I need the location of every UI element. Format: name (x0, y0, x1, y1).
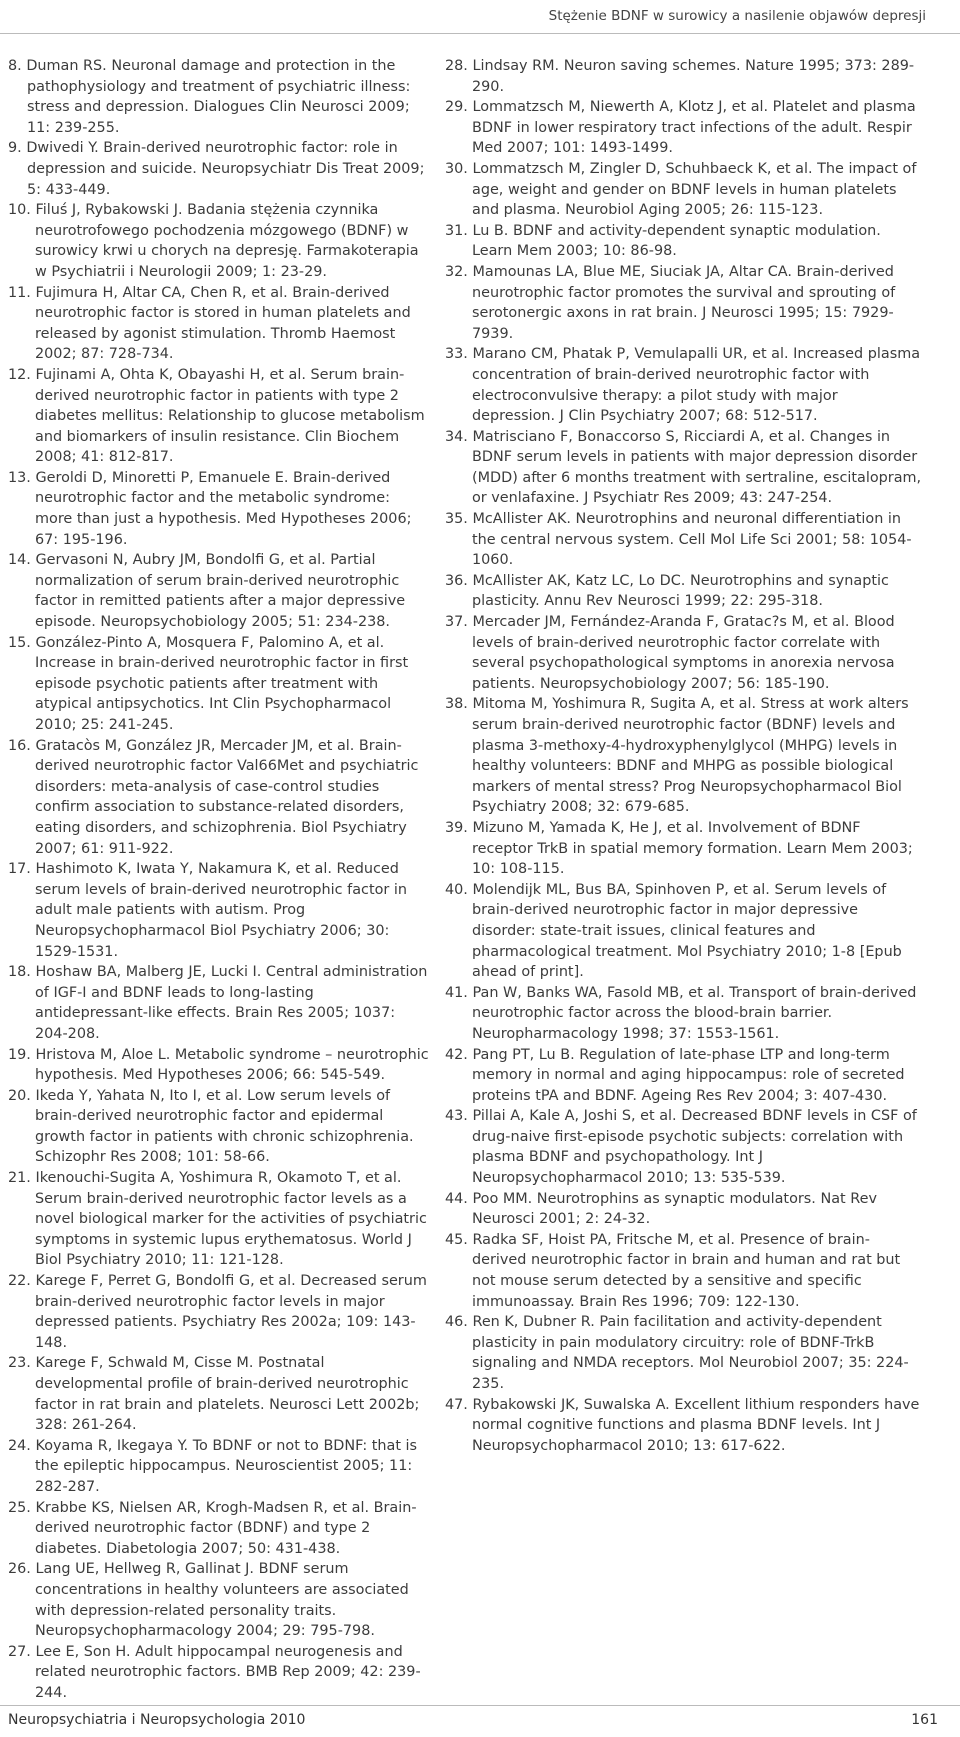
reference-text: Mizuno M, Yamada K, He J, et al. Involvement of BDNF receptor TrkB in spatial memory formation. Learn Mem 2003; 10: 108-115. (472, 819, 913, 878)
reference-text: Poo MM. Neurotrophins as synaptic modulators. Nat Rev Neurosci 2001; 2: 24-32. (472, 1190, 877, 1228)
reference-number: 17. (8, 861, 36, 878)
reference-item (8, 1168, 430, 1271)
reference-item (445, 1395, 923, 1457)
reference-item (8, 56, 430, 138)
references-right-column (445, 56, 923, 1456)
running-head: Stężenie BDNF w surowicy a nasilenie objawów depresji (548, 8, 926, 24)
reference-number: 42. (445, 1046, 473, 1063)
references-left-column (8, 56, 430, 1704)
reference-number: 29. (445, 99, 473, 116)
reference-item (8, 200, 430, 282)
journal-name: Neuropsychiatria i Neuropsychologia 2010 (8, 1712, 306, 1728)
reference-number: 20. (8, 1087, 36, 1104)
reference-number: 37. (445, 614, 473, 631)
reference-text: Ren K, Dubner R. Pain facilitation and activity-dependent plasticity in pain modulatory circuitry: role of BDNF-TrkB signaling and NMDA receptors. Mol Neurobiol 2007; 35: 224-235. (472, 1314, 909, 1392)
reference-number: 33. (445, 346, 473, 363)
reference-item (445, 56, 923, 97)
reference-item (445, 983, 923, 1045)
reference-list-right (445, 56, 923, 1456)
footer-rule (0, 1705, 960, 1706)
reference-item (8, 1045, 430, 1086)
reference-item (445, 509, 923, 571)
reference-number: 26. (8, 1561, 36, 1578)
reference-text: Fujimura H, Altar CA, Chen R, et al. Brain-derived neurotrophic factor is stored in human platelets and released by agonist stimulation. Thromb Haemost 2002; 87: 728-734. (35, 284, 411, 363)
page-number: 161 (911, 1712, 938, 1728)
reference-item (445, 344, 923, 426)
reference-number: 16. (8, 737, 36, 754)
reference-item (8, 859, 430, 962)
reference-item (445, 694, 923, 818)
reference-number: 31. (445, 222, 473, 239)
reference-list-left (8, 56, 430, 1704)
reference-text: Mercader JM, Fernández-Aranda F, Gratac?s M, et al. Blood levels of brain-derived neurotrophic factor correlate with several psychopathological symptoms in anorexia nervosa patients. Neuropsychobiology 2007; 56: 185-190. (472, 614, 895, 692)
reference-text: Lommatzsch M, Zingler D, Schuhbaeck K, et al. The impact of age, weight and gender on BDNF levels in human platelets and plasma. Neurobiol Aging 2005; 26: 115-123. (472, 160, 917, 219)
reference-number: 30. (445, 160, 473, 177)
reference-item (445, 1312, 923, 1394)
reference-number: 28. (445, 58, 473, 74)
reference-text: Dwivedi Y. Brain-derived neurotrophic factor: role in depression and suicide. Neuropsychiatr Dis Treat 2009; 5: 433-449. (26, 140, 425, 198)
reference-number: 46. (445, 1314, 473, 1331)
reference-text: Molendijk ML, Bus BA, Spinhoven P, et al. Serum levels of brain-derived neurotrophic factor in major depressive disorder: state-trait issues, clinical features and pharmacological treatment. Mol Psychiatry 2010; 1-8 [Epub ahead of print]. (472, 881, 902, 981)
reference-item (445, 97, 923, 159)
reference-number: 23. (8, 1355, 36, 1372)
reference-text: Rybakowski JK, Suwalska A. Excellent lithium responders have normal cognitive functions and plasma BDNF levels. Int J Neuropsychopharmacol 2010; 13: 617-622. (472, 1396, 920, 1454)
reference-number: 47. (445, 1396, 473, 1413)
reference-number: 15. (8, 634, 36, 651)
reference-number: 12. (8, 366, 36, 383)
reference-item (8, 633, 430, 736)
reference-text: Hoshaw BA, Malberg JE, Lucki I. Central administration of IGF-I and BDNF leads to long-lasting antidepressant-like effects. Brain Res 2005; 1037: 204-208. (35, 964, 428, 1042)
reference-number: 8. (8, 58, 27, 74)
reference-number: 27. (8, 1643, 36, 1660)
reference-number: 11. (8, 284, 36, 301)
reference-number: 10. (8, 202, 36, 219)
reference-number: 14. (8, 552, 36, 569)
reference-item (8, 1436, 430, 1498)
reference-number: 13. (8, 469, 36, 486)
reference-number: 38. (445, 696, 473, 713)
reference-text: Karege F, Schwald M, Cisse M. Postnatal developmental profile of brain-derived neurotrophic factor in rat brain and platelets. Neurosci Lett 2002b; 328: 261-264. (35, 1355, 420, 1434)
reference-number: 24. (8, 1437, 36, 1454)
reference-text: Lu B. BDNF and activity-dependent synaptic modulation. Learn Mem 2003; 10: 86-98. (472, 222, 881, 260)
reference-text: Hristova M, Aloe L. Metabolic syndrome – neurotrophic hypothesis. Med Hypotheses 2006; 66: 545-549. (35, 1046, 429, 1084)
reference-item (445, 159, 923, 221)
reference-text: Lang UE, Hellweg R, Gallinat J. BDNF serum concentrations in healthy volunteers are associated with depression-related personality traits. Neuropsychopharmacology 2004; 29: 795-798. (35, 1561, 409, 1640)
reference-text: Krabbe KS, Nielsen AR, Krogh-Madsen R, et al. Brain-derived neurotrophic factor (BDNF) and type 2 diabetes. Diabetologia 2007; 50: 431-438. (35, 1499, 417, 1557)
reference-number: 36. (445, 572, 473, 589)
reference-item (8, 1086, 430, 1168)
reference-item (8, 138, 430, 200)
reference-item (8, 550, 430, 632)
reference-item (8, 468, 430, 550)
reference-text: Mamounas LA, Blue ME, Siuciak JA, Altar CA. Brain-derived neurotrophic factor promotes the survival and sprouting of serotonergic axons in rat brain. J Neurosci 1995; 15: 7929-7939. (472, 263, 896, 342)
reference-item (8, 1642, 430, 1704)
reference-item (8, 283, 430, 365)
reference-item (445, 880, 923, 983)
reference-number: 45. (445, 1231, 473, 1248)
reference-text: Lee E, Son H. Adult hippocampal neurogenesis and related neurotrophic factors. BMB Rep 2009; 42: 239-244. (35, 1643, 421, 1701)
reference-item (8, 1271, 430, 1353)
reference-item (445, 427, 923, 509)
reference-number: 34. (445, 428, 473, 445)
reference-text: Lindsay RM. Neuron saving schemes. Nature 1995; 373: 289-290. (472, 58, 915, 95)
reference-text: Hashimoto K, Iwata Y, Nakamura K, et al. Reduced serum levels of brain-derived neurotrophic factor in adult male patients with autism. Prog Neuropsychopharmacol Biol Psychiatry 2006; 30: 1529-1531. (35, 861, 408, 960)
reference-item (445, 1189, 923, 1230)
reference-text: Karege F, Perret G, Bondolfi G, et al. Decreased serum brain-derived neurotrophic factor levels in major depressed patients. Psychiatry Res 2002a; 109: 143-148. (35, 1273, 427, 1351)
reference-number: 9. (8, 140, 27, 157)
reference-number: 19. (8, 1046, 36, 1063)
reference-item (8, 736, 430, 860)
reference-text: Pillai A, Kale A, Joshi S, et al. Decreased BDNF levels in CSF of drug-naive first-episode psychotic subjects: correlation with plasma BDNF and psychopathology. Int J Neuropsychopharmacol 2010; 13: 535-539. (472, 1108, 917, 1187)
reference-item (8, 1559, 430, 1641)
reference-item (445, 1106, 923, 1188)
reference-text: Lommatzsch M, Niewerth A, Klotz J, et al. Platelet and plasma BDNF in lower respiratory tract infections of the adult. Respir Med 2007; 101: 1493-1499. (472, 99, 916, 157)
reference-text: Ikenouchi-Sugita A, Yoshimura R, Okamoto T, et al. Serum brain-derived neurotrophic factor levels as a novel biological marker for the activities of psychiatric symptoms in systemic lupus erythematosus. World J Biol Psychiatry 2010; 11: 121-128. (35, 1170, 427, 1269)
reference-item (8, 1353, 430, 1435)
reference-item (445, 818, 923, 880)
header-rule (0, 33, 960, 34)
reference-text: Gervasoni N, Aubry JM, Bondolfi G, et al. Partial normalization of serum brain-derived neurotrophic factor in remitted patients after a major depressive episode. Neuropsychobiology 2005; 51: 234-238. (35, 552, 406, 631)
reference-number: 41. (445, 984, 473, 1001)
reference-item (8, 365, 430, 468)
reference-number: 40. (445, 881, 473, 898)
reference-text: Geroldi D, Minoretti P, Emanuele E. Brain-derived neurotrophic factor and the metabolic syndrome: more than just a hypothesis. Med Hypotheses 2006; 67: 195-196. (35, 469, 412, 548)
reference-number: 18. (8, 964, 36, 981)
reference-text: Pan W, Banks WA, Fasold MB, et al. Transport of brain-derived neurotrophic factor across the blood-brain barrier. Neuropharmacology 1998; 37: 1553-1561. (472, 984, 917, 1042)
reference-text: Gratacòs M, González JR, Mercader JM, et al. Brain-derived neurotrophic factor Val66Met and psychiatric disorders: meta-analysis of case-control studies confirm association to substance-related disorders, eating disorders, and schizophrenia. Biol Psychiatry 2007; 61: 911-922. (35, 737, 419, 857)
reference-item (445, 221, 923, 262)
reference-text: Koyama R, Ikegaya Y. To BDNF or not to BDNF: that is the epileptic hippocampus. Neuroscientist 2005; 11: 282-287. (35, 1437, 418, 1495)
reference-text: Ikeda Y, Yahata N, Ito I, et al. Low serum levels of brain-derived neurotrophic factor and epidermal growth factor in patients with chronic schizophrenia. Schizophr Res 2008; 101: 58-66. (35, 1087, 414, 1166)
reference-text: González-Pinto A, Mosquera F, Palomino A, et al. Increase in brain-derived neurotrophic factor in first episode psychotic patients after treatment with atypical antipsychotics. Int Clin Psychopharmacol 2010; 25: 241-245. (35, 634, 409, 733)
reference-item (8, 962, 430, 1044)
reference-text: Matrisciano F, Bonaccorso S, Ricciardi A, et al. Changes in BDNF serum levels in patients with major depression disorder (MDD) after 6 months treatment with sertraline, escitalopram, or venlafaxine. J Psychiatr Res 2009; 43: 247-254. (472, 428, 922, 507)
reference-item (445, 612, 923, 694)
reference-text: Radka SF, Hoist PA, Fritsche M, et al. Presence of brain-derived neurotrophic factor in brain and human and rat but not mouse serum detected by a sensitive and specific immunoassay. Brain Res 1996; 709: 122-130. (472, 1231, 901, 1310)
reference-item (445, 1230, 923, 1312)
reference-item (445, 262, 923, 344)
reference-number: 25. (8, 1499, 36, 1516)
reference-text: Mitoma M, Yoshimura R, Sugita A, et al. Stress at work alters serum brain-derived neurotrophic factor (BDNF) levels and plasma 3-methoxy-4-hydroxyphenylglycol (MHPG) levels in healthy volunteers: BDNF and MHPG as possible biological markers of mental stress? Prog Neuropsychopharmacol Biol Psychiatry 2008; 32: 679-685. (472, 696, 909, 816)
reference-number: 22. (8, 1273, 36, 1290)
reference-text: Pang PT, Lu B. Regulation of late-phase LTP and long-term memory in normal and aging hippocampus: role of secreted proteins tPA and BDNF. Ageing Res Rev 2004; 3: 407-430. (472, 1046, 905, 1104)
reference-number: 21. (8, 1170, 36, 1187)
reference-text: Duman RS. Neuronal damage and protection in the pathophysiology and treatment of psychiatric illness: stress and depression. Dialogues Clin Neurosci 2009; 11: 239-255. (26, 58, 411, 136)
reference-text: McAllister AK. Neurotrophins and neuronal differentiation in the central nervous system. Cell Mol Life Sci 2001; 58: 1054-1060. (472, 511, 912, 569)
reference-item (8, 1498, 430, 1560)
reference-text: Marano CM, Phatak P, Vemulapalli UR, et al. Increased plasma concentration of brain-derived neurotrophic factor with electroconvulsive therapy: a pilot study with major depression. J Clin Psychiatry 2007; 68: 512-517. (472, 346, 921, 425)
reference-number: 43. (445, 1108, 473, 1125)
reference-number: 32. (445, 263, 473, 280)
reference-text: McAllister AK, Katz LC, Lo DC. Neurotrophins and synaptic plasticity. Annu Rev Neurosci 1999; 22: 295-318. (472, 572, 889, 610)
reference-item (445, 1045, 923, 1107)
reference-number: 35. (445, 511, 473, 528)
reference-text: Filuś J, Rybakowski J. Badania stężenia czynnika neurotrofowego pochodzenia mózgowego (BDNF) w surowicy krwi u chorych na depresję. Farmakoterapia w Psychiatrii i Neurologii 2009; 1: 23-29. (35, 202, 419, 280)
reference-number: 39. (445, 819, 473, 836)
reference-text: Fujinami A, Ohta K, Obayashi H, et al. Serum brain-derived neurotrophic factor in patients with type 2 diabetes mellitus: Relationship to glucose metabolism and biomarkers of insulin resistance. Clin Biochem 2008; 41: 812-817. (35, 366, 425, 466)
reference-number: 44. (445, 1190, 473, 1207)
reference-item (445, 571, 923, 612)
